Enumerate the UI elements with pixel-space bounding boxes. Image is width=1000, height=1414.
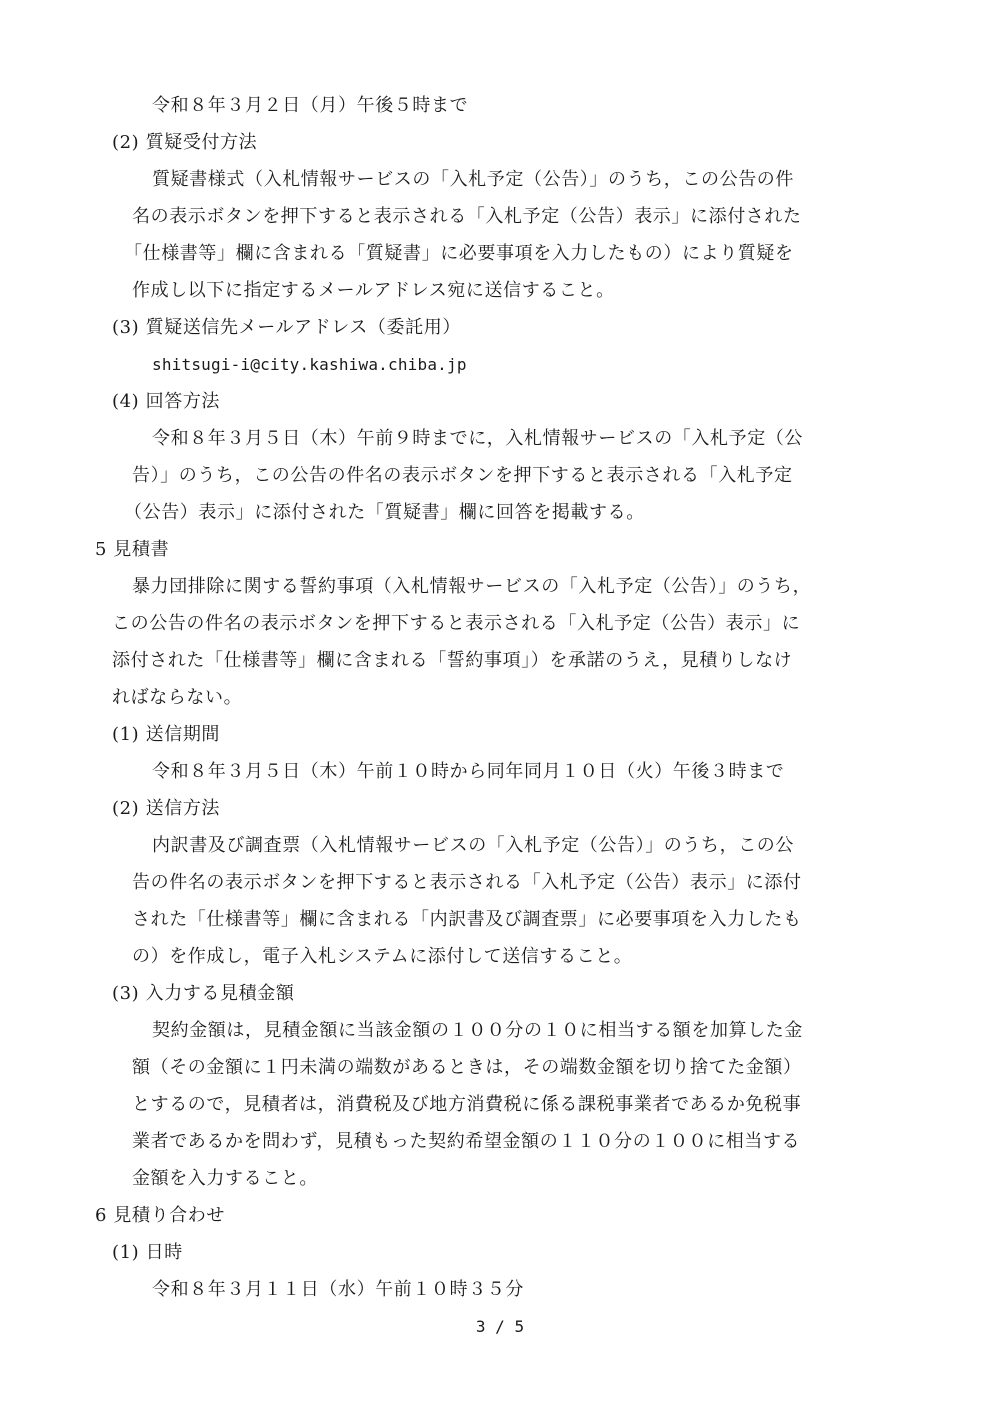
chapter-heading: 6 見積り合わせ [95,1205,225,1226]
text-line: （公告）表示」に添付された「質疑書」欄に回答を掲載する。 [124,502,645,523]
chapter-heading: 5 見積書 [95,539,170,560]
section-heading: (2) 送信方法 [112,798,221,819]
text-line: とするので，見積者は，消費税及び地方消費税に係る課税事業者であるか免税事 [132,1094,802,1115]
text-line: ればならない。 [112,687,243,708]
section-heading: (2) 質疑受付方法 [112,132,258,153]
email-address: shitsugi-i@city.kashiwa.chiba.jp [152,355,467,374]
text-line: 業者であるかを問わず，見積もった契約希望金額の１１０分の１００に相当する [132,1131,801,1152]
section-heading: (1) 日時 [112,1242,183,1263]
text-line: 令和８年３月５日（木）午前１０時から同年同月１０日（火）午後３時まで [152,761,785,782]
text-line: 告）」のうち，この公告の件名の表示ボタンを押下すると表示される「入札予定 [132,465,793,486]
section-heading: (4) 回答方法 [112,391,221,412]
text-line: 金額を入力すること。 [132,1168,318,1189]
text-line: 令和８年３月２日（月）午後５時まで [152,95,469,116]
page-number-text: 3 / 5 [475,1317,525,1336]
text-line: 令和８年３月５日（木）午前９時までに，入札情報サービスの「入札予定（公 [152,428,803,449]
text-line: 額（その金額に１円未満の端数があるときは，その端数金額を切り捨てた金額） [132,1057,802,1078]
text-line: の）を作成し，電子入札システムに添付して送信すること。 [132,946,633,967]
text-line: 「仕様書等」欄に含まれる「質疑書」に必要事項を入力したもの）により質疑を [124,243,794,264]
text-line: 令和８年３月１１日（水）午前１０時３５分 [152,1279,524,1300]
section-heading: (3) 入力する見積金額 [112,983,295,1004]
section-heading: (3) 質疑送信先メールアドレス（委託用） [112,317,461,338]
text-line: この公告の件名の表示ボタンを押下すると表示される「入札予定（公告）表示」に [112,613,801,634]
section-heading: (1) 送信期間 [112,724,221,745]
text-line: 告の件名の表示ボタンを押下すると表示される「入札予定（公告）表示」に添付 [132,872,802,893]
text-line: 作成し以下に指定するメールアドレス宛に送信すること。 [132,280,615,301]
page-number [0,1316,1000,1338]
text-line: 契約金額は，見積金額に当該金額の１００分の１０に相当する額を加算した金 [152,1020,803,1041]
text-line: 質疑書様式（入札情報サービスの「入札予定（公告）」のうち，この公告の件 [152,169,794,190]
text-line: 添付された「仕様書等」欄に含まれる「誓約事項」）を承諾のうえ，見積りしなけ [112,650,793,671]
text-line: された「仕様書等」欄に含まれる「内訳書及び調査票」に必要事項を入力したも [132,909,802,930]
text-line: 名の表示ボタンを押下すると表示される「入札予定（公告）表示」に添付された [132,206,802,227]
text-line: 暴力団排除に関する誓約事項（入札情報サービスの「入札予定（公告）」のうち， [132,576,812,597]
text-line: 内訳書及び調査票（入札情報サービスの「入札予定（公告）」のうち，この公 [152,835,794,856]
